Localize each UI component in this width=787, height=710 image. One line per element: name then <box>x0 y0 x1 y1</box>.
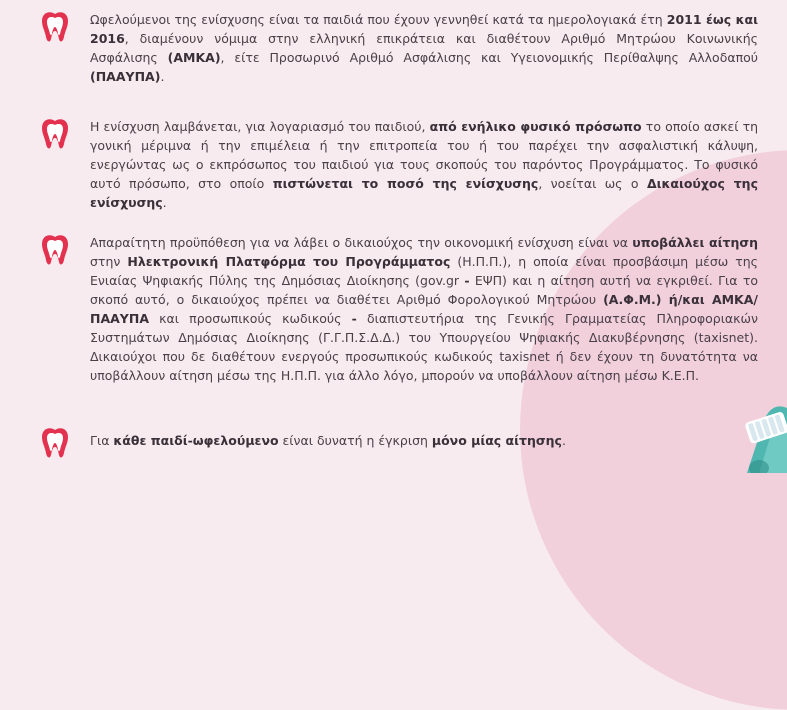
text: Ωφελούμενοι της ενίσχυσης είναι τα παιδιά που έχουν γεννηθεί κατά τα ημερολογιακά έτη <box>90 12 667 27</box>
paragraph-3 <box>90 233 758 385</box>
bold-text: - <box>464 273 470 288</box>
bold-text: υποβάλλει αίτηση <box>632 235 758 250</box>
text: . <box>160 69 165 84</box>
text: ΕΨΠ) και η αίτηση αυτή να εγκριθεί. Για το σκοπό αυτό, ο δικαιούχος πρέπει να διαθέτει Αριθμό Φορολογικού Μητρώου <box>90 273 758 307</box>
tooth-icon <box>40 233 70 267</box>
bold-text: Δικαιούχος της ενίσχυσης <box>90 176 758 210</box>
text: , είτε Προσωρινό Αριθμό Ασφάλισης και Υγειονομικής Περίθαλψης Αλλοδαπού <box>220 50 758 65</box>
text: , διαμένουν νόμιμα στην ελληνική επικράτεια και διαθέτουν Αριθμό Μητρώου Κοινωνικής Ασφάλισης <box>90 31 758 65</box>
text: είναι δυνατή η έγκριση <box>278 433 432 448</box>
bold-text: (ΑΜΚΑ) <box>167 50 221 65</box>
text: το οποίο ασκεί τη γονική μέριμνα ή την επιμέλεια ή την επιτροπεία του ή του παρέχει την ασφαλιστική κάλυψη, ενεργώντας ως ο εκπρόσωπος του παιδιού για τους σκοπούς του παρόντος Προγράμματος. Το φυσικό αυτό πρόσωπο, στο οποίο <box>90 119 759 191</box>
paragraph-4 <box>90 431 758 450</box>
text: (Η.Π.Π.), η οποία είναι προσβάσιμη μέσω της Ενιαίας Ψηφιακής Πύλης της Δημόσιας Διοίκησης (gov.gr <box>90 254 759 288</box>
tooth-icon <box>40 426 70 460</box>
bold-text: Ηλεκτρονική Πλατφόρμα του Προγράμματος <box>127 254 451 269</box>
text: Απαραίτητη προϋπόθεση για να λάβει ο δικαιούχος την οικονομική ενίσχυση είναι να <box>90 235 633 250</box>
text: στην <box>90 254 128 269</box>
text: Για <box>90 433 114 448</box>
bold-text: 2011 έως και 2016 <box>90 12 758 46</box>
bold-text: πιστώνεται το ποσό της ενίσχυσης <box>272 176 539 191</box>
bold-text: κάθε παιδί-ωφελούμενο <box>113 433 279 448</box>
bold-text: (Α.Φ.Μ.) ή/και ΑΜΚΑ/ ΠΑΑΥΠΑ <box>90 292 758 326</box>
paragraph-1 <box>90 10 758 86</box>
text: . <box>561 433 566 448</box>
tooth-icon <box>40 117 70 151</box>
text: και προσωπικούς κωδικούς <box>149 311 352 326</box>
bold-text: - <box>351 311 357 326</box>
tooth-icon <box>40 10 70 44</box>
text: διαπιστευτήρια της Γενικής Γραμματείας Πληροφοριακών Συστημάτων Δημόσιας Διοίκησης (Γ.Γ.Π.Σ.Δ.Δ.) του Υπουργείου Ψηφιακής Διακυβέρνησης (taxisnet). Δικαιούχοι που δε διαθέτουν ενεργούς προσωπικούς κωδικούς taxisnet ή δεν έχουν τη δυνατότητα να υποβάλλουν αίτηση μέσω της Η.Π.Π. για άλλο λόγο, μπορούν να υποβάλλουν αίτηση μέσω Κ.Ε.Π. <box>90 311 758 383</box>
bold-text: μόνο μίας αίτησης <box>431 433 562 448</box>
bold-text: από ενήλικο φυσικό πρόσωπο <box>429 119 642 134</box>
text: , νοείται ως ο <box>538 176 647 191</box>
bold-text: (ΠΑΑΥΠΑ) <box>90 69 161 84</box>
paragraph-2 <box>90 117 758 212</box>
text: Η ενίσχυση λαμβάνεται, για λογαριασμό του παιδιού, <box>90 119 430 134</box>
text: . <box>162 195 167 210</box>
